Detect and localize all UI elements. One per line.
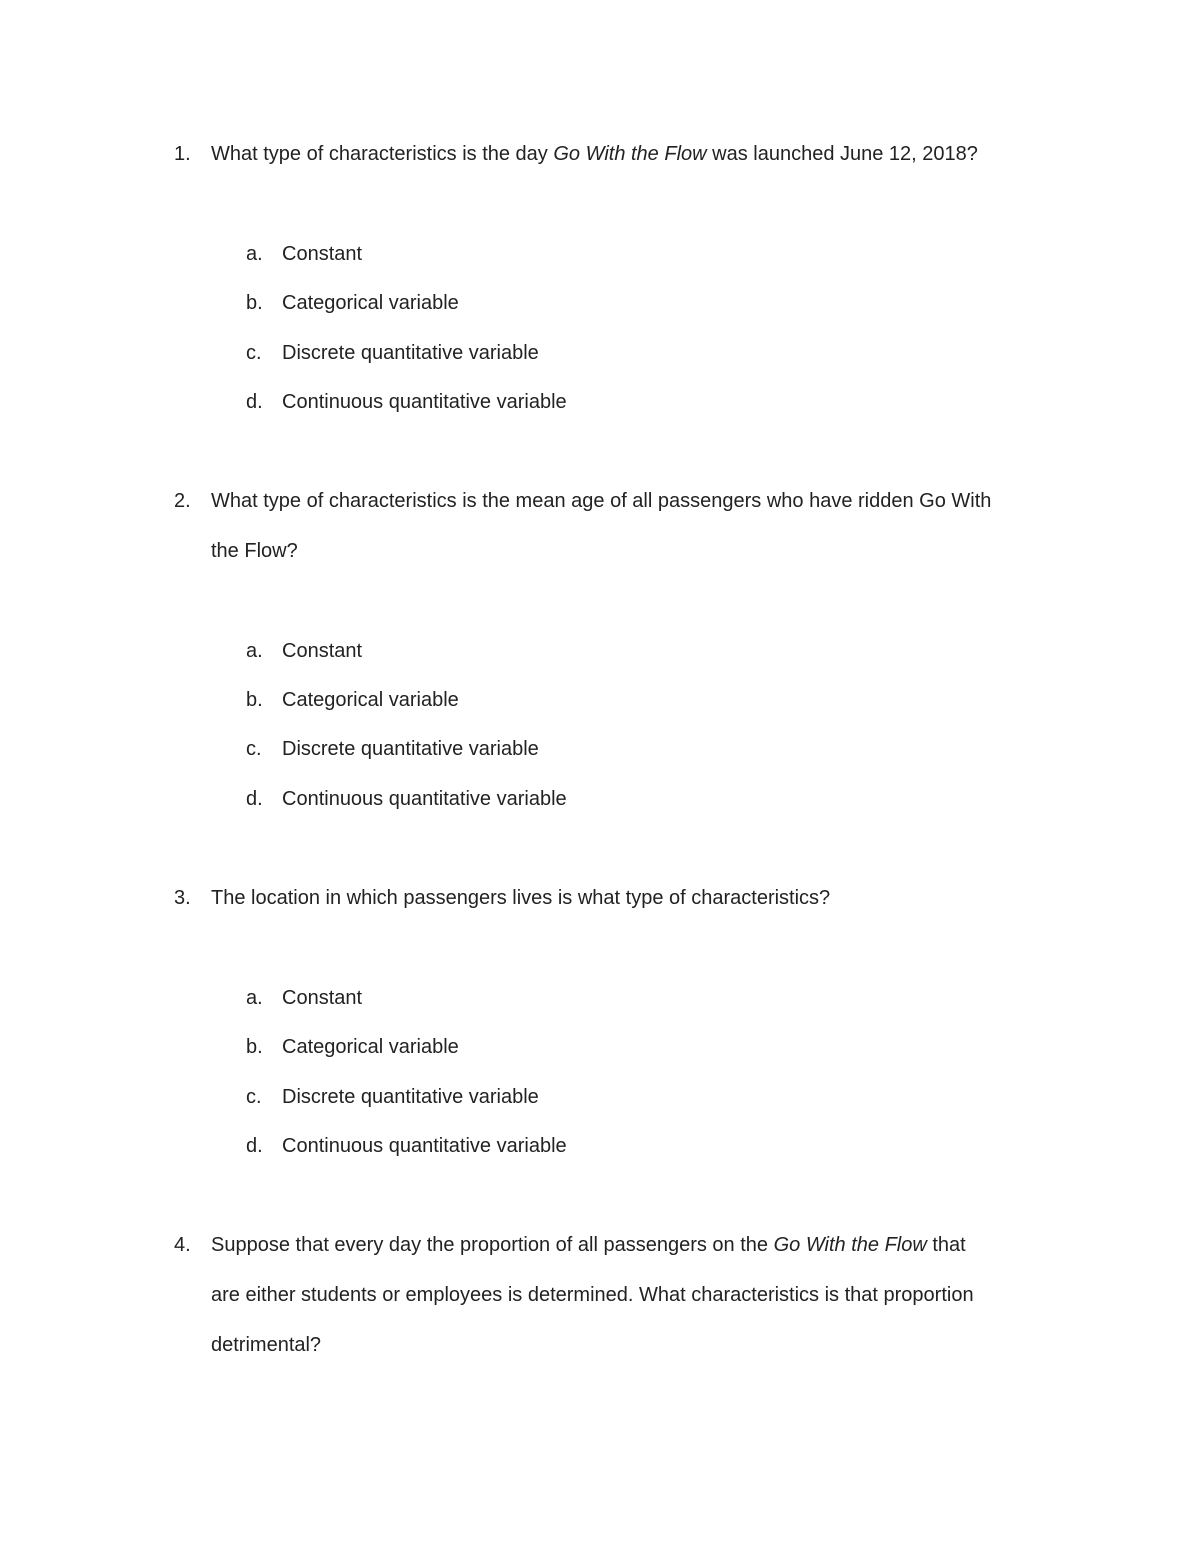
question-2-option-d: Continuous quantitative variable bbox=[282, 788, 567, 810]
question-2-text-line-1: What type of characteristics is the mean age of all passengers who have ridden Go With bbox=[211, 490, 992, 512]
question-4-number: 4. bbox=[174, 1234, 191, 1256]
question-1-option-a-letter: a. bbox=[246, 243, 263, 265]
question-3-option-c: Discrete quantitative variable bbox=[282, 1086, 539, 1108]
question-1-option-c: Discrete quantitative variable bbox=[282, 342, 539, 364]
question-4-text-line-2: are either students or employees is determined. What characteristics is that proportion bbox=[211, 1284, 974, 1306]
question-3-option-b: Categorical variable bbox=[282, 1036, 459, 1058]
question-1-option-d: Continuous quantitative variable bbox=[282, 391, 567, 413]
question-2-text-line-2: the Flow? bbox=[211, 540, 298, 562]
question-2-option-a-letter: a. bbox=[246, 640, 263, 662]
question-1-number: 1. bbox=[174, 143, 191, 165]
question-1-option-a: Constant bbox=[282, 243, 363, 265]
question-1-text: What type of characteristics is the day Go With the Flow was launched June 12, 2018? bbox=[211, 143, 978, 165]
question-1-option-c-letter: c. bbox=[246, 342, 262, 364]
question-4-text-line-3: detrimental? bbox=[211, 1334, 322, 1356]
question-3-text: The location in which passengers lives is what type of characteristics? bbox=[211, 887, 831, 909]
question-1-option-b: Categorical variable bbox=[282, 292, 459, 314]
question-1-option-d-letter: d. bbox=[246, 391, 263, 413]
question-1-option-b-letter: b. bbox=[246, 292, 263, 314]
question-2-option-d-letter: d. bbox=[246, 788, 263, 810]
question-4-title-italic: Go With the Flow bbox=[773, 1234, 927, 1256]
question-3-number: 3. bbox=[174, 887, 191, 909]
question-2-option-a: Constant bbox=[282, 640, 363, 662]
question-2-number: 2. bbox=[174, 490, 191, 512]
question-1-title-italic: Go With the Flow bbox=[553, 143, 707, 165]
question-4-text-line-1: Suppose that every day the proportion of all passengers on the Go With the Flow that bbox=[211, 1234, 966, 1256]
question-3-option-a: Constant bbox=[282, 987, 363, 1009]
question-3-option-d: Continuous quantitative variable bbox=[282, 1135, 567, 1157]
question-3-option-b-letter: b. bbox=[246, 1036, 263, 1058]
question-3-option-a-letter: a. bbox=[246, 987, 263, 1009]
question-3-option-d-letter: d. bbox=[246, 1135, 263, 1157]
question-3-option-c-letter: c. bbox=[246, 1086, 262, 1108]
question-2-option-c: Discrete quantitative variable bbox=[282, 738, 539, 760]
question-2-option-b: Categorical variable bbox=[282, 689, 459, 711]
question-2-option-b-letter: b. bbox=[246, 689, 263, 711]
question-2-option-c-letter: c. bbox=[246, 738, 262, 760]
